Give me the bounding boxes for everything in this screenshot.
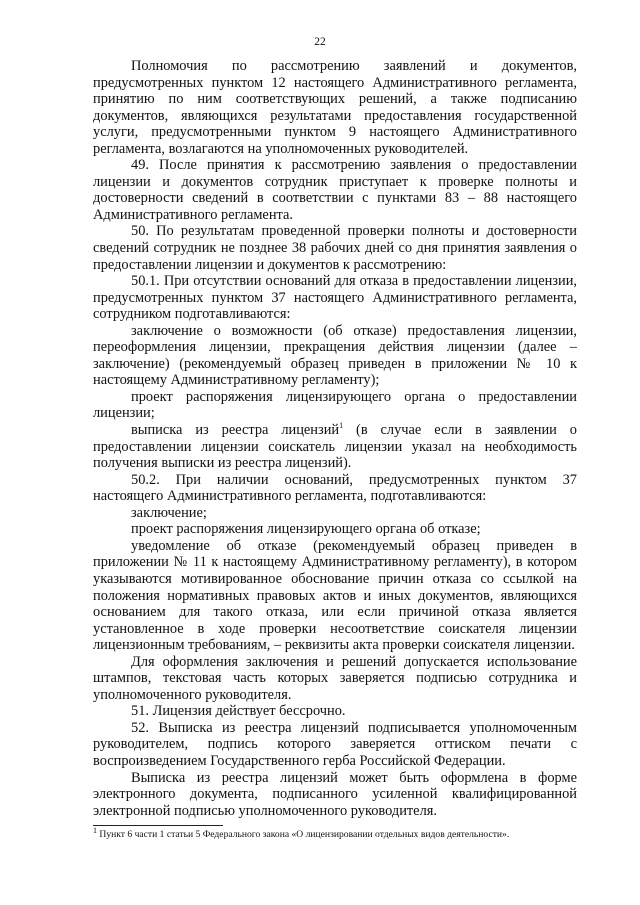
footnote-reference-marker: 1 [339,421,344,431]
paragraph-49: 49. После принятия к рассмотрению заявления о предоставлении лицензии и документов сотрудник приступает к проверке полноты и достоверности сведений в соответствии с пунктами 83 – 88 настоящего Административного регламента. [93,157,577,223]
paragraph-50-1: 50.1. При отсутствии оснований для отказа в предоставлении лицензии, предусмотренных пунктом 37 настоящего Административного регламента, сотрудником подготавливаются: [93,273,577,323]
paragraph-draft-order-item: проект распоряжения лицензирующего органа о предоставлении лицензии; [93,388,577,422]
paragraph-conclusion-short: заключение; [131,504,207,521]
registry-extract-text-cont: (в случае если в заявлении о предоставлении лицензии соискатель лицензии указал на необходимость получения выписки из реестра лицензий). [93,422,577,472]
paragraph-powers: Полномочия по рассмотрению заявлений и документов, предусмотренных пунктом 12 настоящего Административного регламента, принятию по ним соответствующих решений, а также подписанию документов, являющихся результатами предоставления государственной услуги, предусмотренными пунктом 9 настоящего Административного регламента, возлагаются на уполномоченных руководителей. [93,58,577,157]
paragraph-50-2: 50.2. При наличии оснований, предусмотренных пунктом 37 настоящего Административного регламента, подготавливаются: [93,471,577,505]
paragraph-conclusion-item: заключение о возможности (об отказе) предоставления лицензии, переоформления лицензии, прекращения действия лицензии (далее – заключение) (рекомендуемый образец приведен в приложении № 10 к настоящему Административному регламенту); [93,322,577,389]
page-number: 22 [314,36,326,48]
registry-extract-text: выписка из реестра лицензий [131,422,340,439]
paragraph-50: 50. По результатам проведенной проверки полноты и достоверности сведений сотрудник не позднее 38 рабочих дней со дня принятия заявления о предоставлении лицензии и документов к рассмотрению: [93,223,577,273]
paragraph-52: 52. Выписка из реестра лицензий подписывается уполномоченным руководителем, подпись которого заверяется оттиском печати с воспроизведением Государственного герба Российской Федерации. [93,719,577,769]
paragraph-draft-refusal: проект распоряжения лицензирующего органа об отказе; [131,521,481,538]
paragraph-electronic-extract: Выписка из реестра лицензий может быть оформлена в форме электронного документа, подписанного усиленной квалифицированной электронной подписью уполномоченного руководителя. [93,769,577,819]
paragraph-stamps: Для оформления заключения и решений допускается использование штампов, текстовая часть которых заверяется подписью сотрудника и уполномоченного руководителя. [93,653,577,703]
paragraph-registry-extract-item [93,422,577,472]
paragraph-refusal-notice: уведомление об отказе (рекомендуемый образец приведен в приложении № 11 к настоящему Административному регламенту), в котором указываются мотивированное обоснование причин отказа со ссылкой на положения нормативных правовых актов и иных документов, являющихся основанием для такого отказа, или если причиной отказа является установленное в ходе проверки несоответствие соискателя лицензии лицензионным требованиям, – реквизиты акта проверки соискателя лицензии. [93,537,577,654]
footnote-separator [93,825,223,826]
footnote [93,825,583,841]
document-body [93,58,577,819]
footnote-text: Пункт 6 части 1 статьи 5 Федерального закона «О лицензировании отдельных видов деятельности». [97,829,510,840]
paragraph-51: 51. Лицензия действует бессрочно. [131,703,346,720]
footnote-marker: 1 [93,825,97,835]
